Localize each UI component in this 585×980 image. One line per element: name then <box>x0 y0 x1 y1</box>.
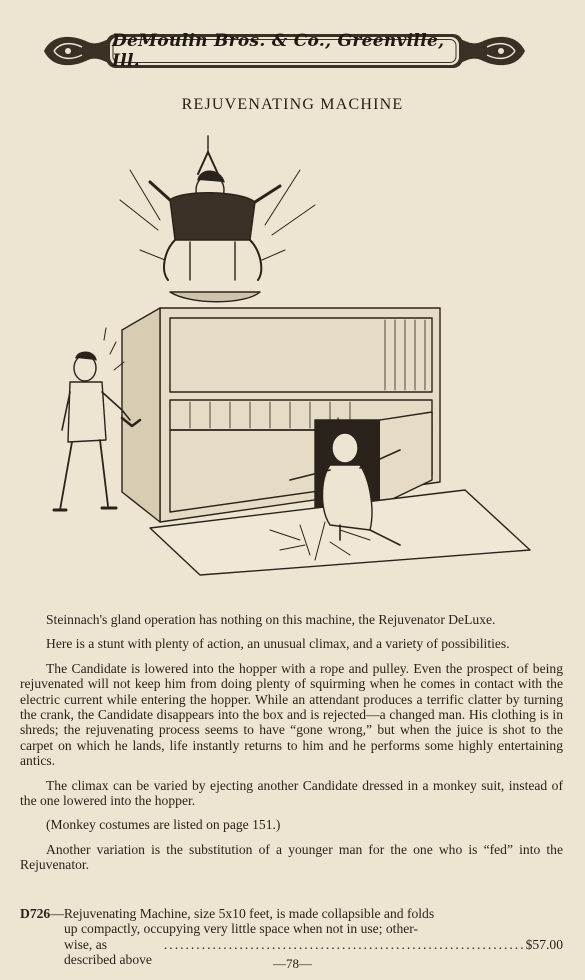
rejuvenating-machine-illustration <box>40 130 540 590</box>
item-description-2: up compactly, occupying very little space when not in use; other- <box>64 921 419 937</box>
paragraph: Another variation is the substitution of a younger man for the one who is “fed” into the Rejuvenator. <box>20 841 563 873</box>
page-title: REJUVENATING MACHINE <box>181 96 404 113</box>
header-banner <box>42 30 527 72</box>
paragraph: Steinnach's gland operation has nothing on this machine, the Rejuvenator DeLuxe. <box>46 612 496 627</box>
page-number: —78— <box>273 956 312 971</box>
item-description-3: wise, as described above <box>64 936 152 968</box>
paragraph: The Candidate is lowered into the hopper with a rope and pulley. Even the prospect of being rejuvenated will not keep him from doing plenty of squirming when he comes in contact with the electric current while entering the hopper. While an attendant produces a terrific clatter by turning the crank, the Candidate disappears into the box and is rejected—a changed man. His clothing is in shreds; the rejuvenating process seems to have “gone wrong,” but when the juice is shot to the carpet on which he lands, life instantly returns to him and he performs some highly entertaining antics. <box>20 660 563 769</box>
banner-text: DeMoulin Bros. & Co., Greenville, Ill. <box>112 31 445 71</box>
leader-dots: ................................................................... <box>163 936 526 952</box>
catalog-line-1 <box>20 906 563 921</box>
item-description-1: —Rejuvenating Machine, size 5x10 feet, is made collapsible and folds <box>50 906 435 921</box>
item-code: D726 <box>20 906 51 921</box>
paragraph: The climax can be varied by ejecting another Candidate dressed in a monkey suit, instead of the one lowered into the hopper. <box>20 777 563 809</box>
machine-box <box>122 308 440 522</box>
rope-pulley <box>198 136 218 174</box>
paragraph: (Monkey costumes are listed on page 151.) <box>46 817 281 833</box>
article-body <box>20 612 563 882</box>
item-price: $57.00 <box>525 936 563 952</box>
paragraph: Here is a stunt with plenty of action, an unusual climax, and a variety of possibilities. <box>46 636 510 652</box>
candidate-lowered <box>120 170 315 280</box>
hopper <box>170 292 260 302</box>
